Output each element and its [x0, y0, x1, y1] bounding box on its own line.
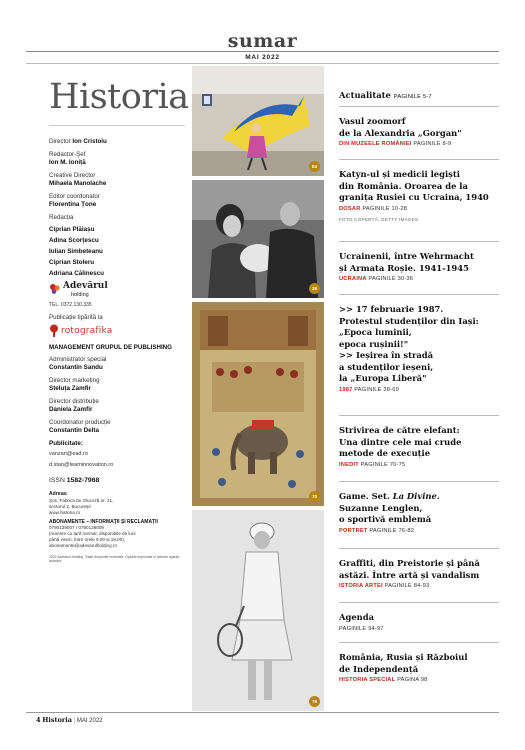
toc-title-line: Suzanne Lenglen,	[339, 502, 423, 513]
toc-title-line: a studenților ieșeni,	[339, 361, 434, 372]
page-badge: 84	[309, 161, 320, 172]
toc-title-line: Una dintre cele mai crude	[339, 436, 462, 447]
issn-number: 1582-7968	[66, 477, 100, 484]
toc-title-italic: La Divine.	[392, 491, 440, 501]
director-line	[49, 138, 185, 146]
page-badge: 38	[309, 283, 320, 294]
ceausescu-photo[interactable]	[192, 180, 324, 298]
subscriptions-line: (numere cu tarif normal, disponibile de luni	[49, 531, 136, 536]
issn-label: ISSN	[49, 477, 65, 484]
staff-role: Creative Director	[49, 172, 96, 179]
website-link[interactable]: www.historia.ro	[49, 509, 81, 515]
page-badge: 76	[309, 696, 320, 707]
printed-at-label: Publicație tipărită la	[49, 314, 103, 321]
toc-pages: PAGINILE 70-75	[360, 461, 406, 468]
adevarul-holding-logo	[49, 282, 185, 300]
toc-title-line: Graffiti, din Preistorie și până	[339, 558, 480, 568]
mgmt-name: Constantin Delta	[49, 427, 100, 434]
redactia-list	[49, 226, 185, 278]
toc-category: DIN MUZEELE ROMÂNIEI	[339, 141, 412, 147]
toc-title-line: „Epoca luminii,	[339, 327, 412, 337]
mgmt-name: Constantin Sandu	[49, 364, 103, 371]
redactia-name: Adriana Călinescu	[49, 270, 104, 277]
toc-divider	[339, 241, 499, 242]
toc-item[interactable]	[339, 612, 499, 633]
header-rule	[26, 51, 499, 52]
toc-item[interactable]	[339, 652, 499, 684]
toc-divider	[339, 481, 499, 482]
toc-title-line: Ucrainenii, între Wehrmacht	[339, 251, 474, 261]
subscriptions-heading: ABONAMENTE – INFORMAȚII ȘI RECLAMAȚII	[49, 518, 158, 525]
header-rule-bottom	[26, 63, 499, 64]
director-name: Ion Cristoiu	[72, 138, 107, 145]
toc-title-line: și Armata Roșie. 1941-1945	[339, 262, 469, 273]
redactia-name: Ciprian Stoleru	[49, 259, 95, 266]
rotografika-mark-icon	[49, 324, 59, 338]
toc-title: Actualitate	[339, 90, 391, 100]
toc-title-line: astăzi. Între artă și vandalism	[339, 569, 480, 580]
toc-title-line: metode de execuție	[339, 448, 431, 458]
issue-date: MAI 2022	[245, 54, 280, 61]
rotografika-logo-text: rotografika	[61, 326, 113, 336]
toc-category: UCRAINA	[339, 276, 367, 282]
toc-title-line: epoca rușinii!"	[339, 338, 409, 349]
subscriptions-line: până vineri, între orele 9.00 și 18.00),	[49, 537, 126, 542]
adevarul-mark-icon	[49, 282, 61, 294]
page-number: 4	[36, 716, 41, 724]
toc-pages: PAGINILE 38-69	[354, 386, 399, 393]
footer-date: MAI 2022	[76, 718, 103, 724]
toc-item[interactable]	[339, 90, 499, 104]
toc-item[interactable]	[339, 425, 499, 469]
toc-title-line: la „Europa Liberă"	[339, 373, 427, 383]
subscriptions-line: 0790139007 / 0790139009	[49, 525, 104, 530]
toc-divider	[339, 548, 499, 549]
staff-role: Redactor-Şef	[49, 151, 86, 158]
redactia-label: Redacția	[49, 214, 74, 221]
adevarul-logo-sub: holding	[71, 292, 89, 298]
redactia-name: Adina Scorțescu	[49, 237, 99, 244]
toc-pages: PAGINILE 94-97	[339, 625, 384, 632]
staff-name: Florentina Țone	[49, 201, 97, 208]
publicitate-email[interactable]: d.stan@teaminnovation.ro	[49, 461, 114, 468]
redactia-name: Ciprian Plăiașu	[49, 226, 95, 233]
graffiti-image[interactable]	[192, 66, 324, 176]
page-footer: 4 Historia | MAI 2022	[36, 716, 103, 724]
footer-rule	[26, 712, 499, 713]
toc-pages: PAGINA 98	[397, 677, 428, 683]
toc-title-line: de la Alexandria „Gorgan"	[339, 127, 462, 138]
toc-pages: PAGINILE 10-28	[362, 205, 408, 212]
toc-item[interactable]	[339, 304, 499, 394]
toc-category: PORTRET	[339, 527, 368, 534]
publicitate-label: Publicitate:	[49, 440, 83, 447]
toc-category: DOSAR	[339, 205, 361, 212]
toc-divider	[339, 106, 499, 107]
toc-divider	[339, 294, 499, 295]
mgmt-name: Daniela Zamfir	[49, 406, 93, 413]
staff-name: Ion M. Ioniță	[49, 159, 86, 166]
toc-item[interactable]	[339, 251, 499, 283]
toc-title-line: de Independență	[339, 663, 419, 674]
toc-title-line: >> 17 februarie 1987.	[339, 304, 444, 314]
toc-title-line: Katyn-ul și medicii legiști	[339, 169, 460, 179]
management-heading: MANAGEMENT GRUPUL DE PUBLISHING	[49, 344, 172, 351]
toc-pages: PAGINILE 8-9	[413, 141, 452, 147]
staff-role: Editor coordonator	[49, 193, 100, 200]
subscriptions-email[interactable]: abonamente@adevarulholding.ro	[49, 543, 118, 548]
toc-title-line: Protestul studenților din Iași:	[339, 315, 479, 326]
toc-divider	[339, 642, 499, 643]
director-role: Director	[49, 138, 71, 145]
toc-pages: PAGINILE 5-7	[393, 94, 432, 100]
address-label: Adresa:	[49, 491, 68, 497]
toc-title-line: granița Rusiei cu Ucraina, 1940	[339, 192, 489, 202]
address-line: sectorul 2, București	[49, 503, 91, 509]
toc-divider	[339, 415, 499, 416]
copyright-note: 2022 Adevărul Holding. Toate drepturile rezervate. Opiniile exprimate în articole aparțin autorilor.	[49, 555, 180, 563]
toc-item[interactable]	[339, 558, 499, 590]
toc-category: 1987	[339, 386, 353, 393]
toc-title-line: România, Rusia și Războiul	[339, 652, 468, 662]
masthead	[49, 66, 189, 563]
mgmt-name: Steluța Zamfir	[49, 385, 91, 392]
toc-category: ISTORIA ARTEI	[339, 583, 383, 589]
toc-item[interactable]	[339, 116, 499, 148]
toc-item[interactable]	[339, 169, 499, 222]
toc-title-line: Strivirea de către elefant:	[339, 425, 460, 435]
issn-line	[49, 477, 185, 484]
toc-divider	[339, 602, 499, 603]
toc-title-line: >> Ieșirea în stradă	[339, 350, 434, 360]
mgmt-role: Administrator special	[49, 356, 107, 363]
staff-list	[49, 138, 185, 563]
toc-category: HISTORIA SPECIAL	[339, 677, 396, 683]
address-line: Şos. Fabrica de Glucoză nr. 21,	[49, 497, 114, 503]
publicitate-email[interactable]: vanzari@ead.ro	[49, 451, 88, 457]
historia-logo: Historia	[49, 77, 189, 117]
footer-brand: Historia	[42, 716, 72, 724]
toc-pages: PAGINILE 84-93	[384, 583, 430, 589]
publisher-phone: TEL. 0372.130.335	[49, 302, 92, 308]
mgmt-role: Director marketing	[49, 377, 100, 384]
mgmt-role: Director distribuție	[49, 398, 99, 405]
toc-item[interactable]	[339, 491, 499, 535]
cover-photo-credit: FOTO COPERTĂ: GETTY IMAGES	[339, 216, 419, 222]
page-badge: 70	[309, 491, 320, 502]
section-title: sumar	[227, 30, 298, 52]
toc-pages: PAGINILE 76-82	[369, 527, 415, 534]
toc-title-line: o sportivă emblemă	[339, 514, 432, 524]
toc-divider	[339, 159, 499, 160]
staff-name: Mihaela Manolache	[49, 180, 107, 187]
image-column	[192, 66, 324, 711]
mgmt-role: Coordonator producție	[49, 419, 111, 426]
toc-title-line: Game. Set.	[339, 491, 393, 501]
toc-category: INEDIT	[339, 461, 359, 468]
elephant-miniature-image[interactable]	[192, 302, 324, 506]
toc-title-line: Vasul zoomorf	[339, 116, 406, 126]
redactia-name: Iulian Simbeteanu	[49, 248, 103, 255]
toc-title-line: din România. Oroarea de la	[339, 180, 468, 191]
adevarul-logo-text: Adevărul	[63, 281, 108, 291]
toc-pages: PAGINILE 30-36	[368, 276, 414, 282]
rotografika-logo	[49, 324, 185, 338]
toc-title: Agenda	[339, 612, 375, 622]
logo-rule	[49, 125, 185, 126]
lenglen-photo[interactable]	[192, 510, 324, 711]
